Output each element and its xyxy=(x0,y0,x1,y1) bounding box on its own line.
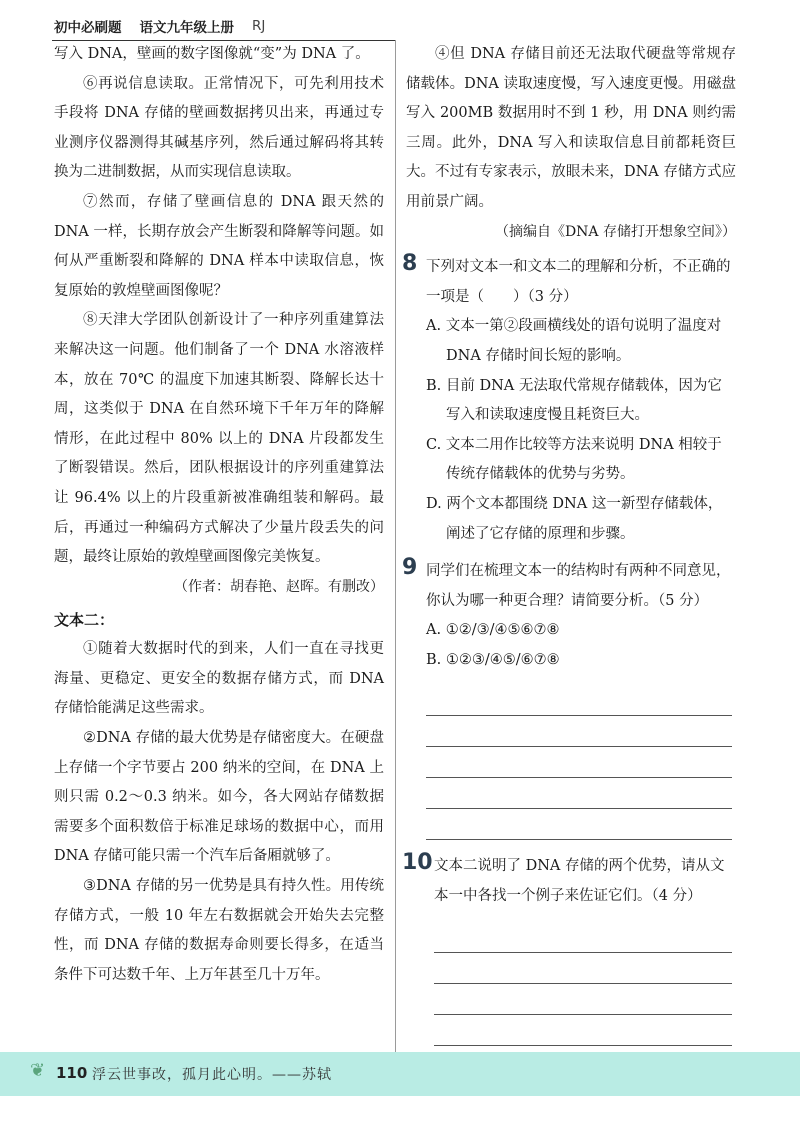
footer-quote: 浮云世事改，孤月此心明。——苏轼 xyxy=(92,1067,332,1083)
question-8-stem xyxy=(426,253,736,312)
answer-line[interactable] xyxy=(434,953,732,984)
paragraph-5-end: 写入 DNA，壁画的数字图像就“变”为 DNA 了。 xyxy=(54,46,370,62)
source-note-2: （摘编自《DNA 存储打开想象空间》） xyxy=(494,223,736,240)
answer-paren[interactable]: （ ）（3 分） xyxy=(469,288,578,305)
leaf-icon: ❦ xyxy=(30,1060,46,1081)
text2-label: 文本二： xyxy=(54,611,115,630)
question-9-stem: 同学们在梳理文本一的结构时有两种不同意见，你认为哪一种更合理？请简要分析。（5 分） xyxy=(426,563,731,609)
page-header xyxy=(54,14,754,38)
answer-line[interactable] xyxy=(426,778,732,809)
source-note-1: （作者：胡春艳、赵晖。有删改） xyxy=(174,578,384,595)
series-title: 初中必刷题 xyxy=(54,20,122,36)
question-8-text: 下列对文本一和文本二的理解和分析，不正确的一项是 xyxy=(426,259,731,305)
option-d[interactable]: D. 两个文本都围绕 DNA 这一新型存储载体，阐述了它存储的原理和步骤。 xyxy=(426,495,723,542)
left-column xyxy=(54,40,384,990)
answer-line[interactable] xyxy=(426,685,732,716)
question-8 xyxy=(402,251,736,549)
question-10-stem: 文本二说明了 DNA 存储的两个优势，请从文本一中各找一个例子来佐证它们。（4 分） xyxy=(434,858,725,905)
question-9-number: 9 xyxy=(402,555,418,581)
paragraph-7: ⑦然而，存储了壁画信息的 DNA 跟天然的 DNA 一样，长期存放会产生断裂和降解等问题。如何从严重断裂和降解的 DNA 样本中读取信息，恢复原始的敦煌壁画图像呢？ xyxy=(54,193,384,299)
paragraph-8: ⑧天津大学团队创新设计了一种序列重建算法来解决这一问题。他们制备了一个 DNA 水溶液样本，放在 70℃ 的温度下加速其断裂、降解长达十周，这类似于 DNA 在自然环境下千年万年的降解情形，在此过程中 80% 以上的 DNA 片段都发生了断裂错误。然后，团队根据设计的序列重建算法让 96.4% 以上的片段重新被准确组装和解码。最后，再通过一种编码方式解决了少量片段丢失的问题，最终让原始的敦煌壁画图像完美恢复。 xyxy=(54,312,384,566)
text2-paragraph-1: ①随着大数据时代的到来，人们一直在寻找更海量、更稳定、更安全的数据存储方式，而 DNA 存储恰能满足这些需求。 xyxy=(54,641,384,717)
page-footer xyxy=(0,1052,800,1096)
column-divider xyxy=(395,40,396,1052)
book-title: 语文九年级上册 xyxy=(139,20,234,36)
answer-line[interactable] xyxy=(434,922,732,953)
option-b[interactable]: B. 目前 DNA 无法取代常规存储载体，因为它写入和读取速度慢且耗资巨大。 xyxy=(426,377,722,424)
answer-line[interactable] xyxy=(426,747,732,778)
option-a[interactable]: A. 文本一第②段画横线处的语句说明了温度对 DNA 存储时间长短的影响。 xyxy=(426,318,722,364)
question-8-number: 8 xyxy=(402,251,418,277)
option-c[interactable]: C. 文本二用作比较等方法来说明 DNA 相较于传统存储载体的优势与劣势。 xyxy=(426,436,722,483)
answer-line[interactable] xyxy=(426,809,732,840)
answer-lines-9[interactable] xyxy=(426,685,736,840)
question-10-number: 10 xyxy=(402,850,433,876)
question-9 xyxy=(402,555,736,840)
question-10 xyxy=(402,850,736,1076)
structure-option-b: B. ①②③/④⑤/⑥⑦⑧ xyxy=(426,651,560,668)
edition-label: RJ xyxy=(252,18,266,34)
right-column xyxy=(402,40,736,1077)
page-number: 110 xyxy=(56,1064,88,1082)
structure-option-a: A. ①②/③/④⑤⑥⑦⑧ xyxy=(426,622,560,639)
paragraph-6: ⑥再说信息读取。正常情况下，可先利用技术手段将 DNA 存储的壁画数据拷贝出来，再通过专业测序仪器测得其碱基序列，然后通过解码将其转换为二进制数据，从而实现信息读取。 xyxy=(54,75,384,181)
answer-line[interactable] xyxy=(426,716,732,747)
text2-paragraph-3: ③DNA 存储的另一优势是具有持久性。用传统存储方式，一般 10 年左右数据就会开始失去完整性，而 DNA 存储的数据寿命则要长得多，在适当条件下可达数千年、上万年甚至几十万年。 xyxy=(54,878,384,983)
text2-paragraph-2: ②DNA 存储的最大优势是存储密度大。在硬盘上存储一个字节要占 200 纳米的空间，在 DNA 上则只需 0.2～0.3 纳米。如今，各大网站存储数据需要多个面积数倍于标准足球场的数据中心，而用 DNA 存储可能只需一个汽车后备厢就够了。 xyxy=(54,730,384,865)
answer-line[interactable] xyxy=(434,1015,732,1046)
answer-line[interactable] xyxy=(434,984,732,1015)
text2-paragraph-4: ④但 DNA 存储目前还无法取代硬盘等常规存储载体。DNA 读取速度慢，写入速度更慢。用磁盘写入 200MB 数据用时不到 1 秒，用 DNA 则约需三周。此外，DNA 写入和读取信息目前都耗资巨大。不过有专家表示，放眼未来，DNA 存储方式应用前景广阔。 xyxy=(406,46,736,210)
